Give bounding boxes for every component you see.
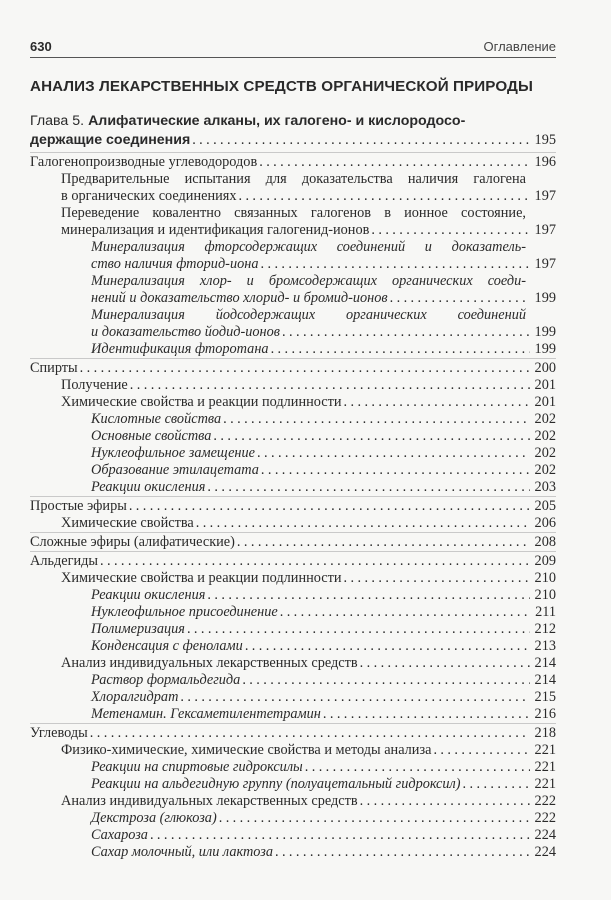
chapter-title-line: Алифатические алканы, их галогено- и кислородосо- [88,113,466,129]
toc-entry-last-line [91,587,556,604]
chapter-label: Глава 5. [30,113,85,129]
toc-entry-title: Сахар молочный, или лактоза [91,844,273,860]
toc-entry-page: 216 [534,706,556,722]
toc-entry [30,742,556,759]
toc-entry-last-line [61,394,556,411]
toc-entry [30,341,556,358]
toc-entry-title: Химические свойства и реакции подлинности [61,570,342,586]
toc-entry [30,793,556,810]
toc-entry [30,621,556,638]
toc-entry [30,827,556,844]
toc-entry-page: 202 [534,462,556,478]
toc-entry-title: Нуклеофильное замещение [91,445,256,461]
toc-entry-title: Реакции окисления [91,587,206,603]
toc-entry-page: 218 [534,725,556,741]
toc-entry-page: 210 [534,587,556,603]
toc-entry [30,655,556,672]
toc-entry-last-line [91,604,556,621]
toc-entry-title: Хлоралгидрат [91,689,179,705]
toc-entry [30,587,556,604]
toc-entry-line: Минерализация йодсодержащих органических соединений [91,307,526,323]
toc-entry-title: Углеводы [30,725,88,741]
toc-entry [30,810,556,827]
toc-entry-title: Простые эфиры [30,498,127,514]
toc-entry [30,239,556,273]
dot-leader [461,776,530,793]
dot-leader [185,621,530,638]
dot-leader [342,394,530,411]
toc-entry-page: 197 [534,222,556,238]
part-title: АНАЛИЗ ЛЕКАРСТВЕННЫХ СРЕДСТВ ОРГАНИЧЕСКОЙ ПРИРОДЫ [30,78,533,95]
toc-entry-page: 211 [535,604,556,620]
toc-entry-last-line [61,793,556,810]
toc-entry [30,152,556,171]
dot-leader [259,256,531,273]
toc-entry-page: 197 [534,256,556,272]
dot-leader [240,672,530,689]
toc-entry-last-line [91,324,556,341]
toc-entry-last-line [91,290,556,307]
toc-entry [30,479,556,496]
toc-entry-last-line [30,360,556,377]
dot-leader [78,360,530,377]
dot-leader [278,604,530,621]
toc-entry-page: 222 [534,810,556,826]
toc-entry [30,307,556,341]
toc-entry [30,445,556,462]
toc-entry-page: 202 [534,411,556,427]
toc-entry [30,570,556,587]
toc-entry-title: Сахароза [91,827,148,843]
toc-entry [30,604,556,621]
toc-entry-last-line [91,341,556,358]
toc-entry-last-line [91,411,556,428]
toc-entry [30,171,556,205]
dot-leader [98,553,530,570]
chapter-title-line: держащие соединения [30,132,191,148]
toc-entry-last-line [30,498,556,515]
toc-entry-last-line [30,154,556,171]
toc-entry-title: Реакции окисления [91,479,206,495]
dot-leader [205,479,530,496]
toc-entry-last-line [91,445,556,462]
toc-entry-page: 212 [534,621,556,637]
toc-entry-title: и доказательство йодид-ионов [91,324,281,340]
toc-entry [30,672,556,689]
dot-leader [190,131,530,150]
toc-entry-page: 221 [534,759,556,775]
toc-entry-title: минерализация и идентификация галогенид-ионов [61,222,370,238]
dot-leader [88,725,530,742]
dot-leader [194,515,530,532]
toc-entry-page: 213 [534,638,556,654]
dot-leader [217,810,530,827]
dot-leader [358,793,530,810]
toc-entry-page: 209 [534,553,556,569]
toc-entry-page: 224 [534,827,556,843]
dot-leader [127,498,530,515]
toc-entry-page: 197 [534,188,556,204]
toc-entry-title: Спирты [30,360,78,376]
chapter-heading [30,112,556,150]
toc-entry [30,358,556,377]
toc-entry [30,428,556,445]
dot-leader [280,324,530,341]
toc-entry-page: 221 [534,742,556,758]
toc-entry-title: Химические свойства [61,515,194,531]
toc-entry-last-line [91,827,556,844]
toc-entry-title: Метенамин. Гексаметилентетрамин [91,706,321,722]
toc-entry-page: 222 [534,793,556,809]
toc-entry-title: Раствор формальдегида [91,672,241,688]
toc-entry-title: Кислотные свойства [91,411,222,427]
dot-leader [235,534,530,551]
table-of-contents [30,152,556,861]
toc-entry-line: Минерализация хлор- и бромсодержащих органических соеди- [91,273,526,289]
toc-entry [30,273,556,307]
toc-entry [30,377,556,394]
toc-entry-last-line [91,256,556,273]
toc-entry-last-line [91,759,556,776]
dot-leader [128,377,530,394]
toc-entry-title: Сложные эфиры (алифатические) [30,534,235,550]
toc-entry-title: Реакции на альдегидную группу (полуацетальный гидроксил) [91,776,461,792]
toc-entry-title: Анализ индивидуальных лекарственных средств [61,793,358,809]
toc-entry-title: нений и доказательство хлорид- и бромид-ионов [91,290,388,306]
toc-entry-last-line [30,725,556,742]
dot-leader [211,428,530,445]
toc-entry [30,844,556,861]
toc-entry [30,776,556,793]
chapter-line-1 [30,112,556,131]
toc-entry [30,394,556,411]
toc-entry-last-line [91,672,556,689]
toc-entry [30,496,556,515]
toc-entry-last-line [61,570,556,587]
toc-entry-title: Идентификация фторотана [91,341,269,357]
toc-entry-page: 206 [534,515,556,531]
toc-entry [30,462,556,479]
dot-leader [342,570,530,587]
toc-entry-last-line [91,810,556,827]
toc-entry-title: Галогенопроизводные углеводородов [30,154,258,170]
running-title: Оглавление [483,39,556,54]
toc-entry-title: Альдегиды [30,553,98,569]
dot-leader [243,638,530,655]
toc-entry-last-line [91,638,556,655]
toc-entry-line: Предварительные испытания для доказательства наличия галогена [61,171,526,187]
toc-entry-page: 215 [534,689,556,705]
toc-entry-page: 199 [534,324,556,340]
toc-entry-page: 214 [534,655,556,671]
dot-leader [257,154,530,171]
toc-entry-title: Основные свойства [91,428,212,444]
toc-entry-page: 205 [534,498,556,514]
dot-leader [236,188,530,205]
toc-entry-last-line [61,655,556,672]
dot-leader [358,655,530,672]
toc-entry-title: Анализ индивидуальных лекарственных средств [61,655,358,671]
toc-entry-page: 224 [534,844,556,860]
toc-entry-page: 202 [534,445,556,461]
toc-entry [30,551,556,570]
toc-entry-page: 202 [534,428,556,444]
toc-entry-last-line [91,706,556,723]
toc-entry-last-line [30,534,556,551]
dot-leader [205,587,530,604]
dot-leader [273,844,530,861]
toc-entry-title: ство наличия фторид-иона [91,256,259,272]
toc-entry-page: 201 [534,377,556,393]
toc-entry-last-line [91,776,556,793]
page-number: 630 [30,39,52,54]
toc-entry [30,532,556,551]
toc-entry-title: Реакции на спиртовые гидроксилы [91,759,303,775]
dot-leader [221,411,530,428]
toc-entry [30,515,556,532]
dot-leader [303,759,530,776]
toc-entry [30,689,556,706]
toc-entry [30,638,556,655]
toc-entry-line: Минерализация фторсодержащих соединений и доказатель- [91,239,526,255]
toc-entry-last-line [61,188,556,205]
toc-entry-page: 196 [534,154,556,170]
toc-entry-page: 214 [534,672,556,688]
dot-leader [259,462,530,479]
toc-entry-last-line [91,844,556,861]
dot-leader [321,706,530,723]
toc-entry [30,706,556,723]
dot-leader [269,341,530,358]
toc-entry-page: 199 [534,341,556,357]
toc-entry-title: Полимеризация [91,621,185,637]
toc-entry-title: Химические свойства и реакции подлинности [61,394,342,410]
toc-entry-page: 221 [534,776,556,792]
toc-entry-page: 208 [534,534,556,550]
chapter-line-2 [30,131,556,150]
chapter-page: 195 [534,132,556,148]
toc-entry-line: Переведение ковалентно связанных галогенов в ионное состояние, [61,205,526,221]
toc-entry [30,411,556,428]
toc-entry [30,205,556,239]
toc-entry-page: 201 [534,394,556,410]
toc-entry [30,723,556,742]
toc-entry-last-line [61,742,556,759]
toc-entry-last-line [91,428,556,445]
dot-leader [178,689,530,706]
toc-entry [30,759,556,776]
toc-entry-title: Декстроза (глюкоза) [91,810,217,826]
toc-entry-last-line [61,377,556,394]
dot-leader [369,222,530,239]
toc-entry-page: 210 [534,570,556,586]
toc-entry-last-line [61,222,556,239]
running-header [30,37,556,58]
toc-entry-title: в органических соединениях [61,188,237,204]
toc-entry-title: Конденсация с фенолами [91,638,243,654]
dot-leader [431,742,530,759]
toc-entry-title: Физико-химические, химические свойства и методы анализа [61,742,432,758]
dot-leader [148,827,530,844]
toc-entry-page: 203 [534,479,556,495]
dot-leader [255,445,530,462]
toc-entry-last-line [91,689,556,706]
toc-entry-last-line [30,553,556,570]
toc-entry-page: 200 [534,360,556,376]
toc-entry-title: Образование этилацетата [91,462,259,478]
toc-entry-last-line [91,462,556,479]
toc-entry-title: Нуклеофильное присоединение [91,604,278,620]
toc-entry-last-line [61,515,556,532]
toc-entry-title: Получение [61,377,128,393]
toc-entry-last-line [91,621,556,638]
toc-entry-page: 199 [534,290,556,306]
dot-leader [388,290,530,307]
toc-entry-last-line [91,479,556,496]
